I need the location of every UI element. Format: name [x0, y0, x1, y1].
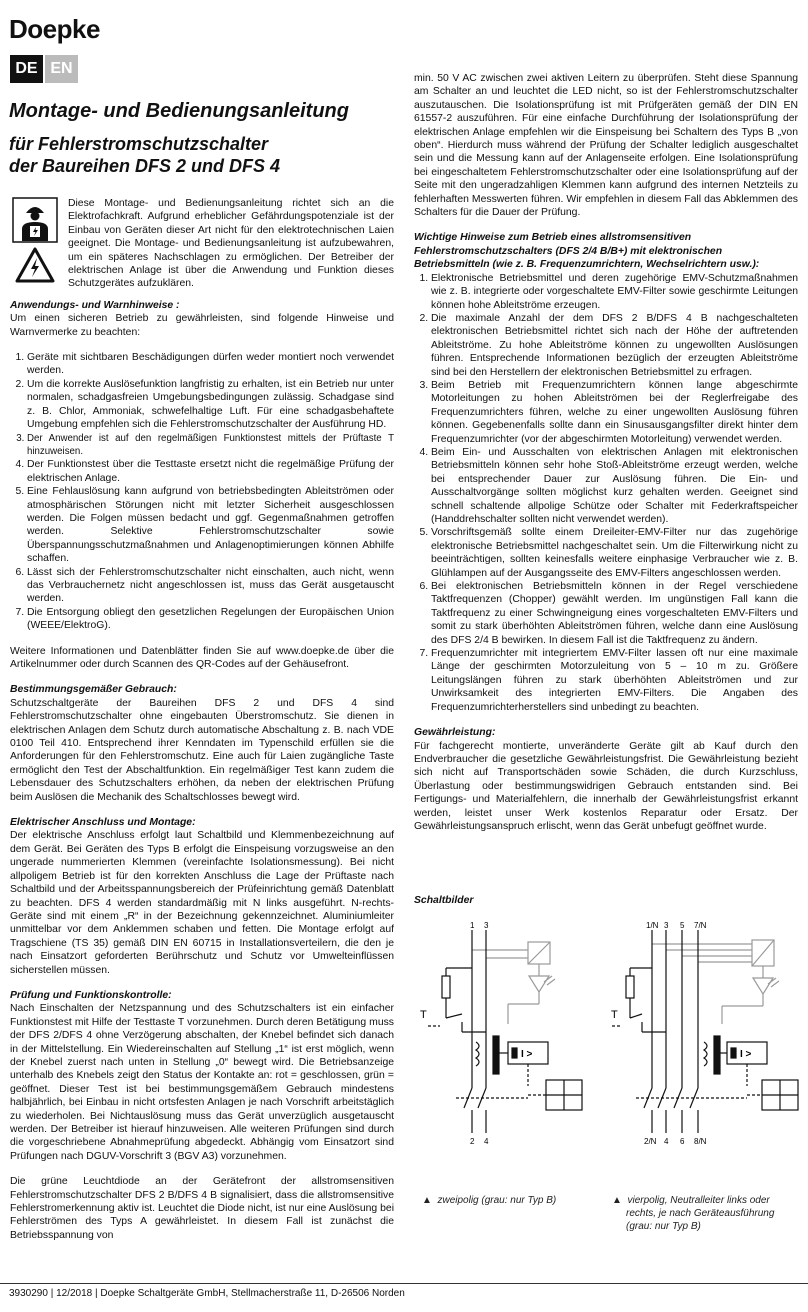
test-heading: Prüfung und Funktionskontrolle:	[10, 989, 172, 1001]
caption-4pole	[612, 1194, 774, 1233]
triangle-marker-icon: ▲	[422, 1195, 438, 1206]
use-heading: Bestimmungsgemäßer Gebrauch:	[10, 684, 177, 696]
terminal-2-label: 2	[470, 1137, 475, 1146]
list-item: 5. Eine Fehlauslösung kann aufgrund von betriebsbedingten Ableitströmen oder atmosphärischen Störungen nicht mit letzter Sicherheit ausgeschlossen werden. Die Folgen müssen bedacht und ggf. Gegenmaßnahmen getroffen werden. Selektive Fehlerstromschutzschalter sowie Überspannungsschutzmaßnahmen und Anlagenoptimierungen können Abhilfe schaffen.	[27, 485, 394, 565]
caption-2pole	[422, 1194, 556, 1207]
page-subtitle	[9, 133, 280, 177]
schaltbilder-heading: Schaltbilder	[414, 895, 474, 906]
terminal-3-label: 3	[664, 921, 669, 930]
page-title: Montage- und Bedienungsanleitung	[9, 100, 349, 122]
wiring-diagram-4pole	[612, 918, 802, 1158]
connection-heading: Elektrischer Anschluss und Montage:	[10, 817, 196, 829]
list-item: 5. Vorschriftsgemäß sollte einem Dreileiter-EMV-Filter nur das zugehörige elektronische Betriebsmittel nachgeschaltet sein. Um die Filterwirkung nicht zu beeinträchtigen, sollten keinesfalls weitere einphasige Verbraucher wie z. B. Glühlampen auf der Ausgangsseite des EMV-Filters angeschlossen werden.	[431, 526, 798, 580]
list-item: 3. Beim Betrieb mit Frequenzumrichtern können lange abgeschirmte Motorleitungen zu hohen Ableitströmen bei der Reglerfreigabe des Frequenzumrichters führen, welche zu einer ungewollten Auslösung führen können. Gegebenenfalls sollte dann ein Sinusausgangsfilter direkt hinter dem Frequenzumrichter (vor der abgeschirmten Motorleitung) verwendet werden.	[431, 379, 798, 446]
use-text: Schutzschaltgeräte der Baureihen DFS 2 und DFS 4 sind Fehlerstromschutzschalter ohne eingebauten Überstromschutz. Sie dienen in elektrischen Anlagen dem Schutz durch automatische Abschaltung z. B. nach VDE 0100 Teil 410. Entsprechend ihrer Kenndaten im Typenschild erfüllen sie die Anforderungen für den Fehlerstromschutz. Eine auch für Laien zugängliche Taste ermöglicht den Test der Abschaltfunktion. Ein regelmäßiger Test kann zudem die Lebensdauer des Schutzschalters erhöhen, da neben der elektrischen Prüfung beim Auslösen die Mechanik des Schaltschlosses bewegt wird.	[10, 697, 394, 803]
caption-4pole-line-1: vierpolig, Neutralleiter links oder	[627, 1195, 770, 1206]
warn-intro: Um einen sicheren Betrieb zu gewährleisten, sind folgende Hinweise und Warnvermerke zu beachten:	[10, 313, 394, 338]
warranty-text: Für fachgerecht montierte, unveränderte Geräte gilt ab Kauf durch den Endverbraucher die gesetzliche Gewährleistungsfrist. Die Gewährleistung bezieht sich nicht auf Transportschäden sowie Schäden, die durch Kurzschluss, Überlastung oder bestimmungswidrigen Gebrauch entstanden sind. Bei Fertigungs- und Materialfehlern, die innerhalb der Gewährleistungsfrist erkannt werden, leistet unser Werk kostenlos Reparatur oder Ersatz. Der Gewährleistungsanspruch erlischt, wenn das Gerät unbefugt geöffnet wurde.	[414, 740, 798, 832]
warning-triangle-icon	[15, 247, 55, 283]
footer-text: 3930290 | 12/2018 | Doepke Schaltgeräte GmbH, Stellmacherstraße 11, D-26506 Norden	[9, 1288, 405, 1299]
relay-label: I >	[521, 1049, 533, 1060]
terminal-1-label: 1	[470, 921, 475, 930]
list-item: 6. Bei elektronischen Betriebsmitteln können in der Regel verschiedene Taktfrequenzen (Chopper) gewählt werden. Im ungünstigen Fall kann die Taktfrequenz zu einer Schwingneigung eines vorgeschalteten EMV-Filters und somit zu stark überhöhten Ableitströmen führen, welche dann eine Auslösung des DFS 2/4 B bewirken. In diesem Fall ist die Taktfrequenz zu ändern.	[431, 580, 798, 647]
right-column	[414, 72, 798, 845]
triangle-marker-icon: ▲	[612, 1195, 628, 1206]
electrician-icon	[12, 197, 58, 243]
lang-en-tab[interactable]: EN	[45, 55, 78, 83]
intro-block	[10, 197, 394, 291]
caption-4pole-line-3: (grau: nur Typ B)	[626, 1221, 701, 1232]
warn-list	[10, 351, 394, 633]
more-info-text: Weitere Informationen und Datenblätter finden Sie auf www.doepke.de über die Artikelnummer oder durch Scannen des QR-Codes auf der Gehäusefront.	[10, 645, 394, 670]
important-heading: Wichtige Hinweise zum Betrieb eines allstromsensitiven Fehlerstromschutzschalters (DFS 2/4 B/B+) mit elektronischen Betriebsmitteln (wie z. B. Frequenzumrichtern, Wechselrichtern usw.):	[414, 232, 760, 271]
list-item: 4. Der Funktionstest über die Testtaste ersetzt nicht die regelmäßige Prüfung der elektrischen Anlage.	[27, 458, 394, 485]
list-item: 7. Frequenzumrichter mit integriertem EMV-Filter lassen oft nur eine maximale Länge der geschirmten Motorzuleitung von 5 – 10 m zu. Größere Leitungslängen führen zu stark überhöhten Ableitströmen und zur Unwirksamkeit des integrierten EMV-Filters. Die Angaben des Frequenzumrichterherstellers sind unbedingt zu beachten.	[431, 647, 798, 714]
intro-text: Diese Montage- und Bedienungsanleitung richtet sich an die Elektrofachkraft. Aufgrund erheblicher Gefährdungspotenziale ist der Einbau von Geräten dieser Art nicht für den elektrotechnischen Laien geeignet. Die Montage- und Bedienungsanleitung ist aufzubewahren, um ein späteres Nachschlagen zu ermöglichen. Der Betreiber der elektrischen Anlage ist über die Anwendung und Funktion dieses Schutzgerätes aufzuklären.	[68, 198, 394, 290]
list-item: 7. Die Entsorgung obliegt den gesetzlichen Regelungen der Europäischen Union (WEEE/ElektroG).	[27, 606, 394, 633]
terminal-4-label: 4	[664, 1137, 669, 1146]
list-item: 3. Der Anwender ist auf den regelmäßigen Funktionstest mittels der Prüftaste T hinzuweisen.	[27, 432, 394, 459]
warranty-heading: Gewährleistung:	[414, 727, 496, 739]
test-button-label: T	[420, 1009, 427, 1021]
relay-label: I >	[740, 1049, 752, 1060]
connection-text: Der elektrische Anschluss erfolgt laut Schaltbild und Klemmenbezeichnung auf dem Gerät. Bei Geräten des Typs B erfolgt die Einspeisung vorzugsweise an den ungerade nummerierten Klemmen (vereinfachte Isolationsmessung). Bei nicht allpoligem Betrieb ist für den korrekten Anschluss die Lage der Prüftaste nach Schaltbild und der Arbeitsspannungsbereich der Prüfeinrichtung gemäß Datenblatt zu beachten. DFS 4 werden standardmäßig mit N links ausgeführt. N-rechts-Geräte sind mit einem „R“ in der Bezeichnung gekennzeichnet. Aluminiumleiter unmittelbar vor dem Anklemmen schaben und fetten. Die Montage erfolgt auf Tragschiene (TS 35) gemäß DIN EN 60715 in Installationsverteilern, die den je nach Einsatzort geforderten Berührschutz und Schutz vor Umwelteinflüssen sicherstellen müssen.	[10, 830, 394, 976]
lang-de-tab[interactable]: DE	[10, 55, 43, 83]
continued-text: min. 50 V AC zwischen zwei aktiven Leitern zu überprüfen. Steht diese Spannung am Schalter an und leuchtet die LED nicht, so ist der Fehlerstromschutzschalter auszutauschen. Die Isolationsprüfung ist mit Prüfgeräten gemäß der DIN EN 61557-2 auszuführen. Für eine einfache Durchführung der Isolationsprüfung der elektrischen Anlage empfehlen wir die Einspeisung bei Schaltern des Typs B „von oben“. Hierdurch muss während der Prüfung der Schalter lediglich ausgeschaltet sein und die Messung kann auf der Anlagenseite erfolgen. Eine Isolationsprüfung bei eingeschaltetem Fehlerstromschutzschalter oder eine Isolationsprüfung auf der Seite mit den ungeradzahligen Klemmen kann aufgrund des internen Netzteils zu fehlerhaften Messwerten führen. Wir empfehlen in diesem Fall das Abklemmen des Schalters für die Dauer der Prüfung.	[414, 73, 798, 219]
list-item: 6. Lässt sich der Fehlerstromschutzschalter nicht einschalten, auch nicht, wenn das Verbrauchernetz nicht angeschlossen ist, muss das Gerät ausgetauscht werden.	[27, 566, 394, 606]
test-text: Nach Einschalten der Netzspannung und des Schutzschalters ist ein einfacher Funktionstest mit Hilfe der Testtaste T vorzunehmen. Durch deren Betätigung muss der DFS 2/DFS 4 ohne Verzögerung abschalten, der Knebel befindet sich danach in der Mittelstellung. Ein Wiedereinschalten auf Stellung „1“ ist erst möglich, wenn der Knebel zuerst nach unten in Stellung „0“ bewegt wird. Die Betriebsanzeige unterhalb des Knebels zeigt den Status der Kontakte an: rot = geschlossen, grün = geöffnet. Dieser Test ist bei bestimmungsgemäßem Gebrauch mindestens halbjährlich, bei Einbau in nicht ortsfesten Anlagen je nach Vorschrift arbeitstäglich zu wiederholen. Bei Nichtauslösung muss das Gerät unverzüglich ausgetauscht werden. Der Betreiber ist hierauf hinzuweisen. Alle weiteren Prüfungen sind durch die vorgeschriebene Abnahmeprüfung abgedeckt. Abhängig vom Einsatzort sind Prüfungen nach DGUV-Vorschrift 3 (BGV A3) vorzunehmen.	[10, 1003, 394, 1162]
left-column	[10, 197, 394, 1254]
led-text: Die grüne Leuchtdiode an der Gerätefront der allstromsensitiven Fehlerstromschutzschalter DFS 2 B/DFS 4 B signalisiert, dass die allstromsensitive Fehlerstromerkennung aktiv ist. Leuchtet die Diode nicht, ist nur eine Auslösung bei Fehlerströmen des Typs A gewährleistet. In diesem Fall ist zunächst die Betriebsspannung von	[10, 1176, 394, 1241]
wiring-diagram-2pole	[418, 918, 590, 1158]
list-item: 2. Die maximale Anzahl der dem DFS 2 B/DFS 4 B nachgeschalteten elektronischen Betriebsmittel richtet sich nach der Höhe der auftretenden Ableitströme. Zu hohe Ableitströme können zu ungewollten Auslösungen führen. Entsprechende Informationen bezüglich der erzeugten Ableitströme sind bei den Herstellern der elektronischen Betriebsmittel zu erfragen.	[431, 312, 798, 379]
language-switch	[10, 55, 78, 83]
terminal-1n-label: 1/N	[646, 921, 659, 930]
terminal-7n-label: 7/N	[694, 921, 707, 930]
caption-2pole-text: zweipolig (grau: nur Typ B)	[437, 1195, 557, 1206]
list-item: 4. Beim Ein- und Ausschalten von elektrischen Anlagen mit elektronischen Betriebsmitteln können sehr hohe Stoß-Ableitströme erzeugt werden, welche bei entsprechender Dauer zur Auslösung führen. Die Ein- und Ausschaltvorgänge sollten möglichst kurz gehalten werden. Geeignet sind schnell schaltende allpolige Schütze oder Schalter mit Federkraftspeicher (Handdrehschalter sollten nicht verwendet werden).	[431, 446, 798, 526]
footer-divider	[0, 1283, 808, 1284]
terminal-6-label: 6	[680, 1137, 685, 1146]
terminal-8n-label: 8/N	[694, 1137, 707, 1146]
important-list	[414, 272, 798, 714]
caption-4pole-line-2: rechts, je nach Geräteausführung	[626, 1208, 775, 1219]
subtitle-line-2: der Baureihen DFS 2 und DFS 4	[9, 156, 281, 176]
terminal-4-label: 4	[484, 1137, 489, 1146]
list-item: 1. Geräte mit sichtbaren Beschädigungen dürfen weder montiert noch verwendet werden.	[27, 351, 394, 378]
terminal-2n-label: 2/N	[644, 1137, 657, 1146]
terminal-3-label: 3	[484, 921, 489, 930]
subtitle-line-1: für Fehlerstromschutzschalter	[9, 134, 269, 154]
warn-heading: Anwendungs- und Warnhinweise :	[10, 299, 180, 311]
intro-icons	[10, 197, 60, 291]
list-item: 1. Elektronische Betriebsmittel und deren zugehörige EMV-Schutzmaßnahmen wie z. B. integrierte oder vorgeschaltete EMV-Filter sowie geschirmte Leitungen können hohe Ableitströme erzeugen.	[431, 272, 798, 312]
terminal-5-label: 5	[680, 921, 685, 930]
company-logo: Doepke	[9, 14, 100, 44]
list-item: 2. Um die korrekte Auslösefunktion langfristig zu erhalten, ist ein Betrieb nur unter normalen, schadgasfreien Umgebungsbedingungen zulässig. Schadgase sind z. B. Chlor, Ammoniak, schwefelhaltige Luft. Für eine schadgasbehaftete Umgebung empfehlen sich die Fehlerstromschutzschalter der Ausführung HD.	[27, 378, 394, 432]
test-button-label: T	[611, 1009, 618, 1021]
